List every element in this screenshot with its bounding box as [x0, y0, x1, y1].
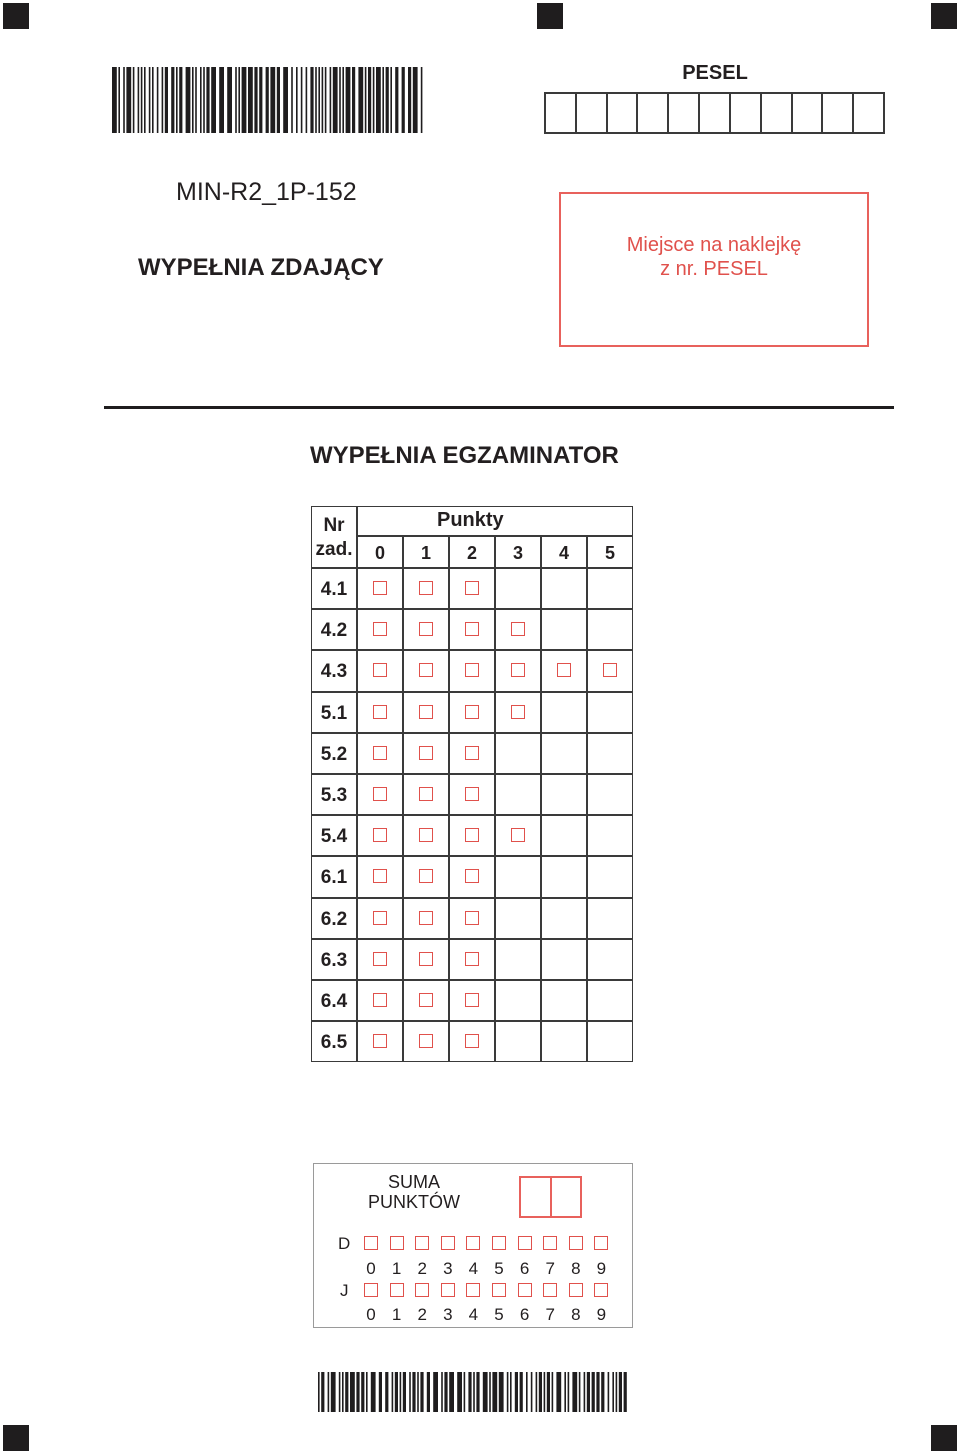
digit-label: 1 [391, 1259, 402, 1278]
score-checkbox[interactable] [373, 663, 387, 677]
tens-digit-checkbox[interactable] [364, 1236, 378, 1250]
score-checkbox[interactable] [419, 869, 433, 883]
units-digit-checkbox[interactable] [594, 1283, 608, 1297]
score-checkbox[interactable] [419, 828, 433, 842]
pesel-digit-cell[interactable] [546, 94, 577, 132]
score-cell [587, 733, 633, 774]
total-points-title [366, 1172, 462, 1212]
total-points-panel [313, 1163, 633, 1328]
score-checkbox[interactable] [419, 746, 433, 760]
score-cell [495, 898, 541, 939]
score-checkbox[interactable] [419, 952, 433, 966]
digit-label: 0 [366, 1305, 376, 1324]
sticker-text-line2: z nr. PESEL [660, 258, 768, 280]
registration-marker [931, 1425, 957, 1451]
digit-label: 2 [417, 1305, 427, 1324]
score-cell [495, 980, 541, 1021]
score-cell [541, 568, 587, 609]
score-cell [541, 774, 587, 815]
pesel-input-field[interactable] [544, 92, 885, 134]
score-cell [587, 774, 633, 815]
score-checkbox[interactable] [419, 622, 433, 636]
exam-code: MIN-R2_1P-152 [176, 178, 357, 206]
tens-digit-checkbox[interactable] [569, 1236, 583, 1250]
task-number: 4.1 [320, 579, 348, 600]
score-cell [495, 939, 541, 980]
pesel-digit-cell[interactable] [854, 94, 883, 132]
point-column-number: 4 [558, 543, 569, 563]
pesel-digit-cell[interactable] [608, 94, 639, 132]
units-digit-checkbox[interactable] [569, 1283, 583, 1297]
score-cell [541, 980, 587, 1021]
score-cell [541, 1021, 587, 1062]
score-checkbox[interactable] [373, 828, 387, 842]
top-barcode [112, 67, 423, 133]
score-cell [587, 692, 633, 733]
tens-digit-checkbox[interactable] [543, 1236, 557, 1250]
score-checkbox[interactable] [373, 622, 387, 636]
score-cell [587, 856, 633, 897]
score-checkbox[interactable] [465, 787, 479, 801]
score-checkbox[interactable] [419, 705, 433, 719]
point-column-number: 5 [604, 543, 615, 563]
score-cell [587, 568, 633, 609]
score-checkbox[interactable] [603, 663, 617, 677]
score-checkbox[interactable] [465, 1034, 479, 1048]
pesel-digit-cell[interactable] [669, 94, 700, 132]
pesel-digit-cell[interactable] [793, 94, 824, 132]
score-checkbox[interactable] [373, 746, 387, 760]
registration-marker [537, 3, 563, 29]
score-checkbox[interactable] [373, 993, 387, 1007]
score-checkbox[interactable] [465, 869, 479, 883]
score-checkbox[interactable] [465, 663, 479, 677]
score-checkbox[interactable] [373, 1034, 387, 1048]
digit-label: 3 [443, 1259, 453, 1278]
units-digit-checkbox[interactable] [466, 1283, 480, 1297]
tens-digit-checkbox[interactable] [415, 1236, 429, 1250]
score-cell [495, 856, 541, 897]
score-checkbox[interactable] [465, 622, 479, 636]
score-cell [495, 568, 541, 609]
score-checkbox[interactable] [557, 663, 571, 677]
pesel-digit-cell[interactable] [731, 94, 762, 132]
digit-label: 5 [494, 1305, 504, 1324]
score-checkbox[interactable] [373, 869, 387, 883]
score-cell [587, 1021, 633, 1062]
units-row-label: J [340, 1281, 349, 1300]
task-number: 6.3 [320, 949, 348, 971]
score-cell [541, 815, 587, 856]
pesel-digit-cell[interactable] [823, 94, 854, 132]
score-checkbox[interactable] [373, 787, 387, 801]
tens-row-label: D [338, 1234, 351, 1253]
score-checkbox[interactable] [465, 746, 479, 760]
score-checkbox[interactable] [419, 993, 433, 1007]
score-cell [495, 1021, 541, 1062]
tens-digit-checkbox[interactable] [390, 1236, 404, 1250]
score-checkbox[interactable] [511, 622, 525, 636]
score-checkbox[interactable] [465, 705, 479, 719]
score-checkbox[interactable] [465, 993, 479, 1007]
score-checkbox[interactable] [511, 828, 525, 842]
task-number: 6.5 [320, 1032, 348, 1054]
registration-marker [931, 3, 957, 29]
score-checkbox[interactable] [465, 952, 479, 966]
score-cell [587, 815, 633, 856]
digit-label: 8 [571, 1259, 581, 1278]
section-divider [104, 406, 894, 409]
registration-marker [3, 3, 29, 29]
score-checkbox[interactable] [465, 911, 479, 925]
score-checkbox[interactable] [419, 581, 433, 595]
total-points-title-line2: PUNKTÓW [368, 1192, 460, 1212]
tens-digit-checkbox[interactable] [466, 1236, 480, 1250]
sticker-placeholder [559, 192, 869, 347]
task-number: 4.2 [320, 620, 348, 642]
units-digit-checkbox[interactable] [543, 1283, 557, 1297]
nr-label: Nr [323, 515, 345, 536]
task-number-header [311, 514, 357, 562]
examiner-section-heading: WYPEŁNIA EGZAMINATOR [310, 442, 619, 469]
digit-label: 7 [545, 1259, 555, 1278]
total-units-cell[interactable] [552, 1178, 581, 1216]
digit-label: 9 [596, 1305, 607, 1324]
score-checkbox[interactable] [419, 911, 433, 925]
digit-label: 9 [596, 1259, 607, 1278]
sticker-text-line1: Miejsce na naklejkę [626, 234, 802, 256]
pesel-digit-cell[interactable] [762, 94, 793, 132]
units-digit-checkbox[interactable] [518, 1283, 532, 1297]
score-cell [541, 609, 587, 650]
pesel-digit-cell[interactable] [638, 94, 669, 132]
tens-digit-checkbox[interactable] [518, 1236, 532, 1250]
score-checkbox[interactable] [373, 581, 387, 595]
digit-label: 6 [519, 1305, 530, 1324]
digit-label: 4 [468, 1305, 479, 1324]
digit-label: 2 [417, 1259, 427, 1278]
score-checkbox[interactable] [465, 828, 479, 842]
score-checkbox[interactable] [373, 911, 387, 925]
score-cell [587, 980, 633, 1021]
registration-marker [3, 1425, 29, 1451]
point-column-number: 1 [420, 543, 431, 563]
units-digit-checkbox[interactable] [415, 1283, 429, 1297]
score-cell [541, 939, 587, 980]
total-points-title-line1: SUMA [387, 1172, 440, 1192]
score-cell [541, 898, 587, 939]
score-cell [587, 898, 633, 939]
point-column-number: 2 [466, 543, 477, 563]
score-cell [495, 733, 541, 774]
digit-label: 7 [545, 1305, 555, 1324]
score-checkbox[interactable] [419, 663, 433, 677]
pesel-digit-cell[interactable] [700, 94, 731, 132]
zad-label: zad. [315, 539, 353, 560]
score-checkbox[interactable] [465, 581, 479, 595]
score-checkbox[interactable] [373, 705, 387, 719]
task-number: 5.4 [320, 826, 348, 848]
point-column-number: 3 [512, 543, 523, 563]
pesel-digit-cell[interactable] [577, 94, 608, 132]
digit-label: 1 [391, 1305, 402, 1324]
tens-digit-checkbox[interactable] [492, 1236, 506, 1250]
digit-label: 5 [494, 1259, 504, 1278]
units-digit-checkbox[interactable] [492, 1283, 506, 1297]
digit-label: 4 [468, 1259, 479, 1278]
task-number: 6.2 [320, 908, 348, 930]
tens-digit-checkbox[interactable] [594, 1236, 608, 1250]
score-checkbox[interactable] [511, 705, 525, 719]
task-number: 5.2 [320, 743, 348, 765]
digit-label: 3 [443, 1305, 453, 1324]
units-digit-checkbox[interactable] [441, 1283, 455, 1297]
score-cell [541, 733, 587, 774]
digit-label: 0 [366, 1259, 376, 1278]
point-column-number: 0 [374, 543, 385, 563]
points-header: Punkty [437, 509, 504, 531]
task-number: 6.1 [320, 867, 348, 889]
total-points-field[interactable] [519, 1176, 582, 1218]
total-tens-cell[interactable] [521, 1178, 552, 1216]
digit-label: 8 [571, 1305, 581, 1324]
task-number: 5.1 [320, 702, 348, 724]
score-checkbox[interactable] [511, 663, 525, 677]
score-cell [541, 692, 587, 733]
tens-digit-checkbox[interactable] [441, 1236, 455, 1250]
units-digit-checkbox[interactable] [390, 1283, 404, 1297]
units-digit-checkbox[interactable] [364, 1283, 378, 1297]
score-checkbox[interactable] [373, 952, 387, 966]
digit-label: 6 [519, 1259, 530, 1278]
score-cell [495, 774, 541, 815]
score-cell [587, 939, 633, 980]
bottom-barcode [318, 1372, 628, 1412]
score-cell [587, 609, 633, 650]
task-number: 4.3 [320, 661, 348, 683]
pesel-label: PESEL [682, 62, 748, 84]
score-checkbox[interactable] [419, 787, 433, 801]
task-number: 6.4 [320, 991, 348, 1012]
candidate-section-heading: WYPEŁNIA ZDAJĄCY [138, 254, 384, 281]
score-checkbox[interactable] [419, 1034, 433, 1048]
score-cell [541, 856, 587, 897]
task-number: 5.3 [320, 785, 348, 806]
